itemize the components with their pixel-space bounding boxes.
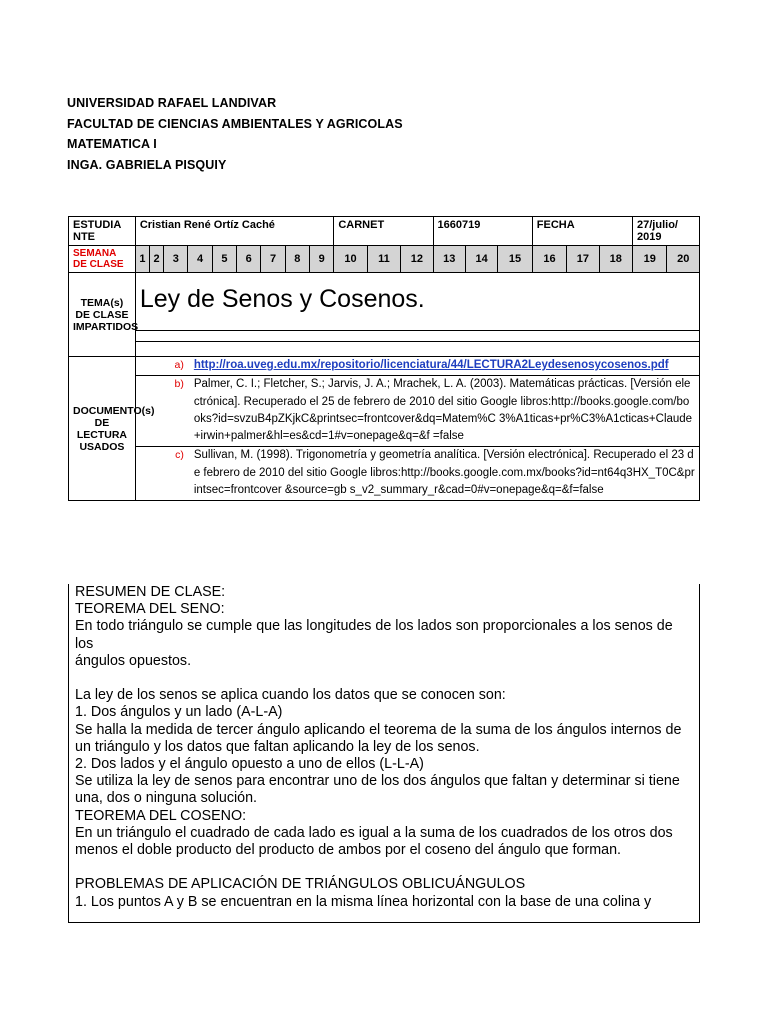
date-label: FECHA bbox=[532, 217, 632, 246]
week-cell: 10 bbox=[334, 246, 367, 273]
summary-line: La ley de los senos se aplica cuando los datos que se conocen son: bbox=[75, 687, 506, 704]
document-row bbox=[69, 447, 700, 501]
teacher-name: INGA. GABRIELA PISQUIY bbox=[67, 158, 227, 173]
summary-line: RESUMEN DE CLASE: bbox=[75, 584, 226, 600]
document-row bbox=[69, 357, 700, 376]
week-cell: 20 bbox=[667, 246, 700, 273]
summary-line: Se utiliza la ley de senos para encontrar uno de los dos ángulos que faltan y determinar si tiene una, dos o ninguna solución. bbox=[75, 773, 680, 807]
week-cell: 4 bbox=[188, 246, 212, 273]
topic-title: Ley de Senos y Cosenos. bbox=[135, 273, 699, 331]
summary-line: PROBLEMAS DE APLICACIÓN DE TRIÁNGULOS OBLICUÁNGULOS bbox=[75, 876, 526, 893]
summary-line: 1. Dos ángulos y un lado (A-L-A) bbox=[75, 704, 283, 721]
summary-line: 1. Los puntos A y B se encuentran en la misma línea horizontal con la base de una colina y bbox=[75, 893, 652, 910]
week-cell: 13 bbox=[433, 246, 465, 273]
summary-line: ángulos opuestos. bbox=[75, 652, 192, 669]
class-record-table bbox=[68, 216, 700, 501]
week-cell: 6 bbox=[237, 246, 261, 273]
week-cell: 18 bbox=[599, 246, 632, 273]
document-header bbox=[67, 93, 403, 176]
week-cell: 11 bbox=[367, 246, 400, 273]
topic-blank-cell bbox=[135, 342, 699, 357]
week-cell: 16 bbox=[532, 246, 566, 273]
student-row bbox=[69, 217, 700, 246]
week-cell: 9 bbox=[309, 246, 333, 273]
summary-line: En todo triángulo se cumple que las longitudes de los lados son proporcionales a los senos de los bbox=[75, 618, 673, 652]
week-cell: 8 bbox=[285, 246, 309, 273]
class-summary bbox=[68, 584, 700, 923]
topics-label: TEMA(s) DE CLASE IMPARTIDOS bbox=[69, 273, 136, 357]
faculty-name: FACULTAD DE CIENCIAS AMBIENTALES Y AGRICOLAS bbox=[67, 116, 403, 131]
document-letter: a) bbox=[174, 359, 184, 371]
week-cell: 17 bbox=[567, 246, 599, 273]
week-cell: 2 bbox=[150, 246, 164, 273]
summary-blank-line bbox=[75, 859, 693, 876]
topic-blank-cell bbox=[135, 331, 699, 342]
week-cell: 12 bbox=[401, 246, 433, 273]
topics-blank-row bbox=[69, 331, 700, 342]
summary-line: Se halla la medida de tercer ángulo aplicando el teorema de la suma de los ángulos internos de un triángulo y los datos que faltan aplicando la ley de los senos. bbox=[75, 721, 682, 755]
document-text: Sullivan, M. (1998). Trigonometría y geometría analítica. [Versión electrónica]. Recuperado el 23 de febrero de 2010 del sitio Google libros:http://books.google.com.mx/books?id=nt64q3HX_T0C&printsec=frontcover &source=gb s_v2_summary_r&cad=0#v=onepage&q=&f=false bbox=[193, 449, 695, 497]
carnet-value: 1660719 bbox=[433, 217, 532, 246]
week-cell: 15 bbox=[498, 246, 532, 273]
document-link[interactable]: http://roa.uveg.edu.mx/repositorio/licenciatura/44/LECTURA2Leydesenosycosenos.pdf bbox=[193, 359, 669, 371]
summary-blank-line bbox=[75, 670, 693, 687]
week-cell: 5 bbox=[212, 246, 236, 273]
documents-label: DOCUMENTO(s) DE LECTURA USADOS bbox=[69, 357, 136, 501]
student-label: ESTUDIA NTE bbox=[69, 217, 136, 246]
carnet-label: CARNET bbox=[334, 217, 433, 246]
week-cell: 14 bbox=[465, 246, 497, 273]
week-cell: 3 bbox=[164, 246, 188, 273]
topics-row bbox=[69, 273, 700, 331]
document-item bbox=[135, 447, 699, 501]
document-item bbox=[135, 357, 699, 376]
topics-blank-row bbox=[69, 342, 700, 357]
summary-line: En un triángulo el cuadrado de cada lado es igual a la suma de los cuadrados de los otros dos menos el doble producto del producto de ambos por el coseno del ángulo que forman. bbox=[75, 824, 673, 859]
summary-line: 2. Dos lados y el ángulo opuesto a uno de ellos (L-L-A) bbox=[75, 756, 424, 773]
document-item bbox=[135, 376, 699, 447]
weeks-row bbox=[69, 246, 700, 273]
course-name: MATEMATICA I bbox=[67, 137, 157, 152]
document-row bbox=[69, 376, 700, 447]
summary-line: TEOREMA DEL COSENO: bbox=[75, 807, 247, 824]
student-name: Cristian René Ortíz Caché bbox=[135, 217, 334, 246]
document-letter: c) bbox=[175, 449, 184, 462]
week-cell: 7 bbox=[261, 246, 285, 273]
university-name: UNIVERSIDAD RAFAEL LANDIVAR bbox=[67, 96, 277, 110]
date-value: 27/julio/ 2019 bbox=[633, 217, 700, 246]
document-letter: b) bbox=[174, 378, 184, 391]
week-cell: 19 bbox=[633, 246, 667, 273]
week-cell: 1 bbox=[135, 246, 149, 273]
weeks-label: SEMANA DE CLASE bbox=[69, 246, 136, 273]
summary-line: TEOREMA DEL SENO: bbox=[75, 601, 225, 618]
document-text: Palmer, C. I.; Fletcher, S.; Jarvis, J. A.; Mrachek, L. A. (2003). Matemáticas prácticas. [Versión electrónica]. Recuperado el 25 de febrero de 2010 del sitio Google libros:http://books.google.com/books?id=svzuB4pZKjkC&printsec=frontcover&dq=Matem%C 3%A1ticas+pr%C3%A1cticas+Claude+irwin+palmer&hl=es&cd=1#v=onepage&q=&f =false bbox=[193, 378, 693, 443]
